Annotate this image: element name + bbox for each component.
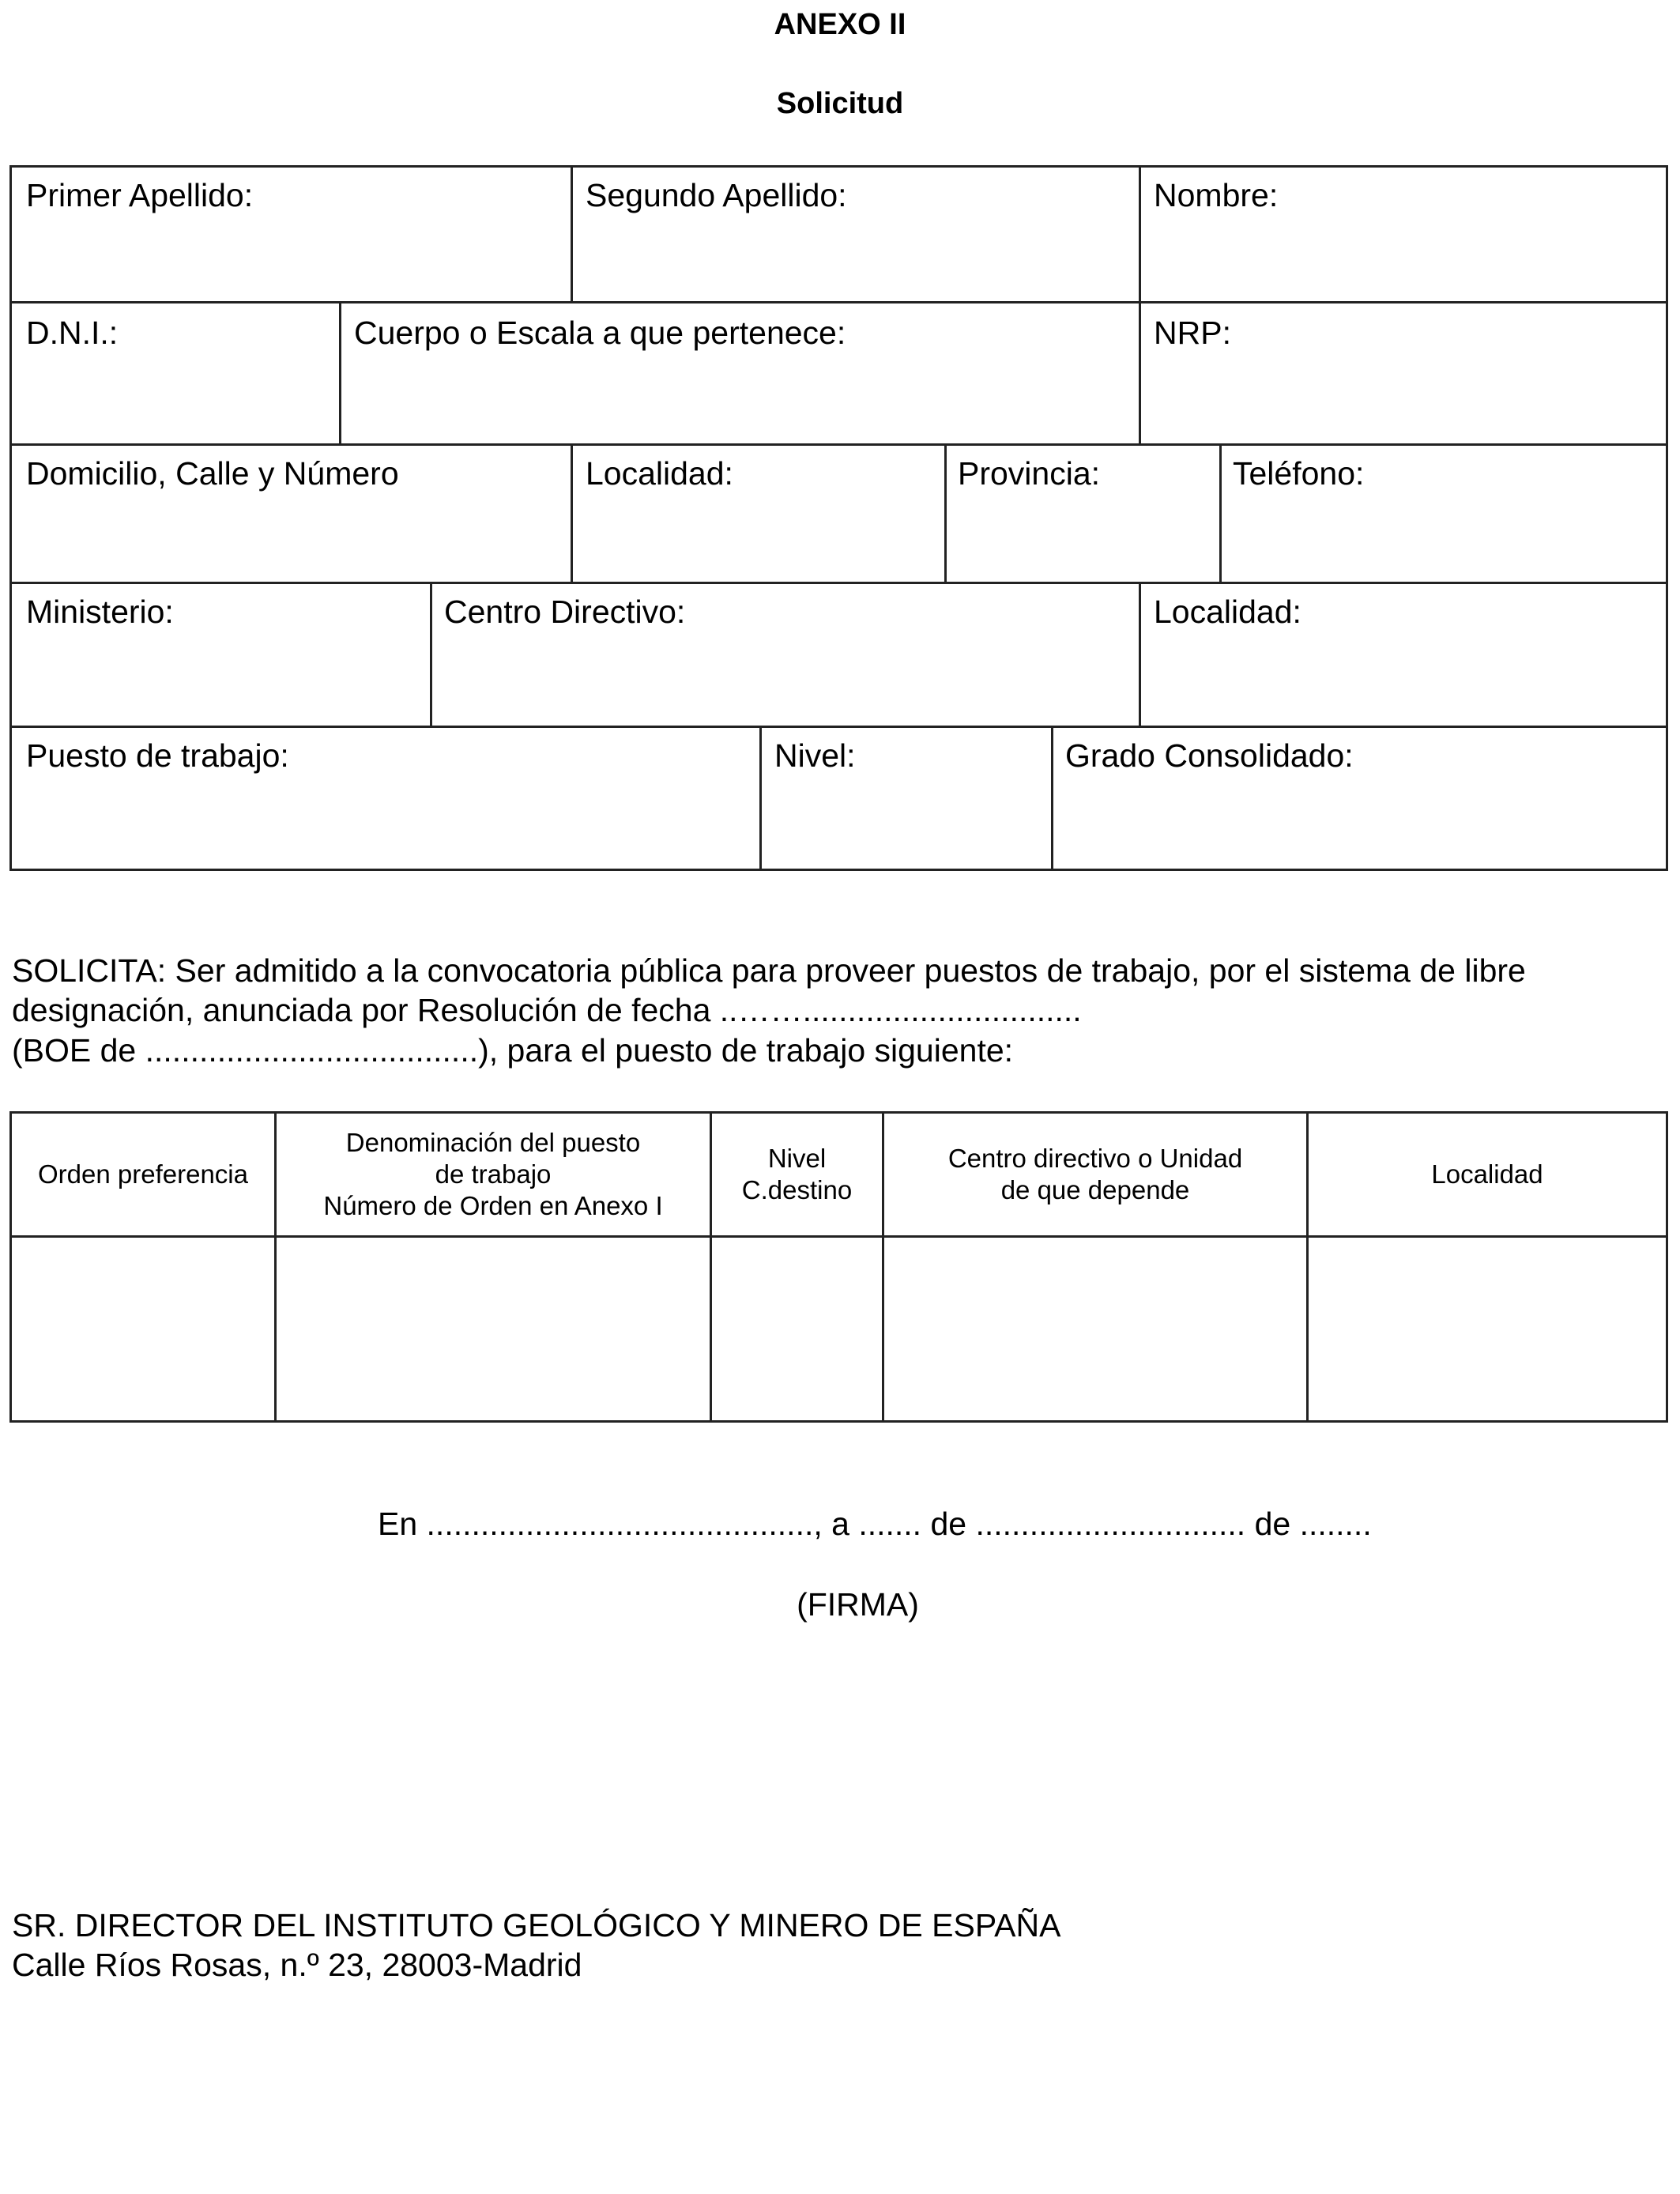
cell-preference[interactable] (12, 1238, 274, 1420)
header-text: C.destino (741, 1175, 853, 1204)
addressee-line-1: SR. DIRECTOR DEL INSTITUTO GEOLÓGICO Y MINERO DE ESPAÑA (12, 1907, 1061, 1943)
header-text: de trabajo (435, 1159, 552, 1189)
request-line-3: (BOE de .....................................), para el puesto de trabajo siguiente: (12, 1032, 1014, 1069)
column-header-preference (12, 1114, 274, 1235)
form-subtitle: Solicitud (776, 87, 904, 120)
phone-label: Teléfono: (1233, 455, 1365, 492)
request-line-2: designación, anunciada por Resolución de fecha ..……............................... (12, 992, 1082, 1028)
cell-unit[interactable] (884, 1238, 1306, 1420)
work-locality-field[interactable] (1141, 584, 1666, 726)
nrp-field[interactable] (1141, 303, 1666, 443)
dni-label: D.N.I.: (26, 315, 119, 351)
nrp-label: NRP: (1154, 315, 1231, 351)
second-surname-field[interactable] (573, 168, 1139, 301)
level-label: Nivel: (774, 737, 856, 774)
name-field[interactable] (1141, 168, 1666, 301)
header-text: Denominación del puesto (345, 1128, 641, 1157)
consolidated-grade-label: Grado Consolidado: (1065, 737, 1354, 774)
annex-title: ANEXO II (774, 8, 906, 41)
column-header-unit (884, 1114, 1306, 1235)
work-locality-label: Localidad: (1154, 594, 1301, 630)
corps-field[interactable] (341, 303, 1139, 443)
directorate-label: Centro Directivo: (444, 594, 686, 630)
header-text: Localidad (1431, 1159, 1543, 1189)
signature-label: (FIRMA) (797, 1586, 919, 1623)
address-label: Domicilio, Calle y Número (26, 455, 399, 492)
cell-post-name[interactable] (277, 1238, 710, 1420)
second-surname-label: Segundo Apellido: (586, 177, 847, 213)
header-text: Orden preferencia (38, 1159, 248, 1189)
directorate-field[interactable] (432, 584, 1139, 726)
column-header-locality (1309, 1114, 1666, 1235)
cell-level[interactable] (712, 1238, 882, 1420)
phone-field[interactable] (1222, 446, 1666, 582)
ministry-label: Ministerio: (26, 594, 174, 630)
first-surname-label: Primer Apellido: (26, 177, 254, 213)
locality-label: Localidad: (586, 455, 733, 492)
level-field[interactable] (762, 728, 1051, 869)
name-label: Nombre: (1154, 177, 1279, 213)
job-post-label: Puesto de trabajo: (26, 737, 289, 774)
place-date-line: En ..........................................., a ....... de .............................. de ........ (378, 1506, 1372, 1542)
header-text: Número de Orden en Anexo I (323, 1191, 663, 1220)
province-field[interactable] (947, 446, 1219, 582)
consolidated-grade-field[interactable] (1053, 728, 1666, 869)
column-header-post-name (277, 1114, 710, 1235)
job-post-field[interactable] (12, 728, 759, 869)
header-text: Centro directivo o Unidad (947, 1144, 1243, 1173)
locality-field[interactable] (573, 446, 944, 582)
ministry-field[interactable] (12, 584, 430, 726)
header-text: Nivel (767, 1144, 827, 1173)
column-header-level (712, 1114, 882, 1235)
address-field[interactable] (12, 446, 571, 582)
province-label: Provincia: (958, 455, 1101, 492)
corps-label: Cuerpo o Escala a que pertenece: (354, 315, 846, 351)
addressee-line-2: Calle Ríos Rosas, n.º 23, 28003-Madrid (12, 1947, 582, 1983)
dni-field[interactable] (12, 303, 339, 443)
cell-locality[interactable] (1309, 1238, 1666, 1420)
request-line-1: SOLICITA: Ser admitido a la convocatoria pública para proveer puestos de trabajo, por el sistema de libre (12, 952, 1526, 989)
first-surname-field[interactable] (12, 168, 571, 301)
header-text: de que depende (1000, 1175, 1190, 1204)
